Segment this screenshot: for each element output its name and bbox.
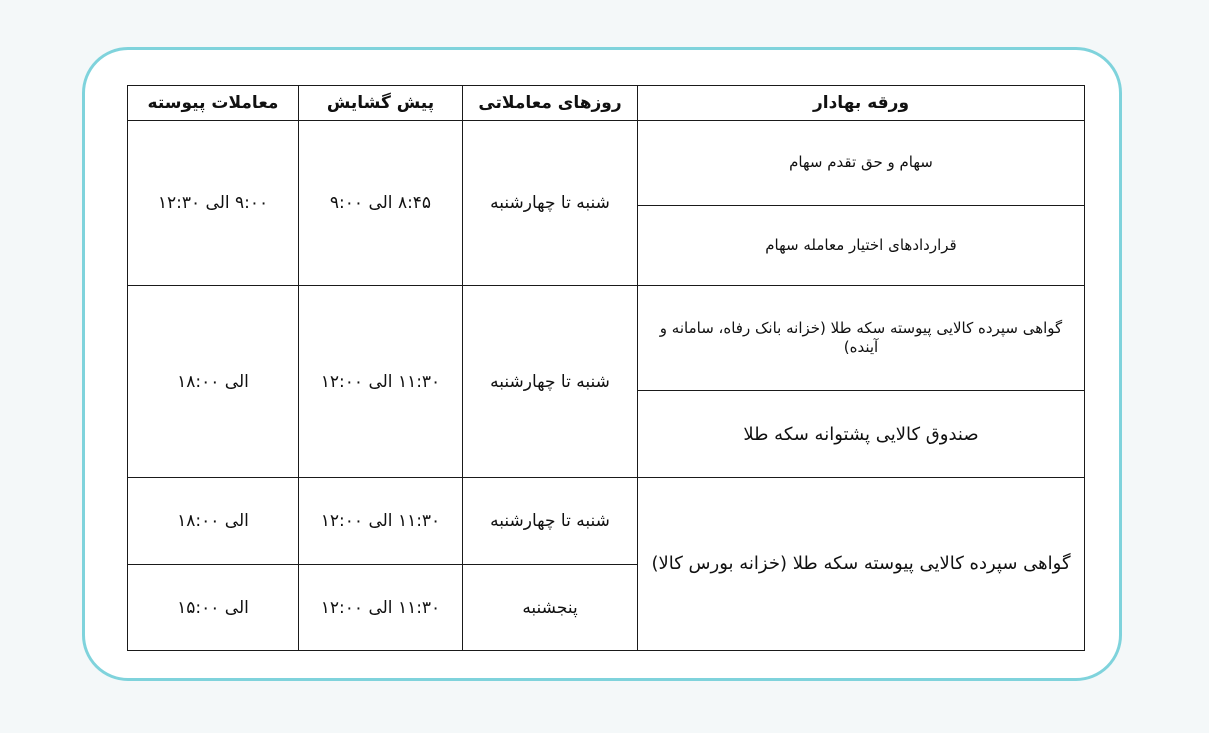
pre-opening-cell: ۱۱:۳۰ الی ۱۲:۰۰	[299, 286, 463, 478]
trading-days-cell: پنجشنبه	[463, 565, 638, 651]
continuous-cell: الی ۱۵:۰۰	[128, 565, 299, 651]
header-trading-days: روزهای معاملاتی	[463, 86, 638, 121]
header-row	[128, 86, 1085, 121]
header-security: ورقه بهادار	[638, 86, 1085, 121]
header-pre-opening: پیش گشایش	[299, 86, 463, 121]
header-continuous: معاملات پیوسته	[128, 86, 299, 121]
security-cell: صندوق کالایی پشتوانه سکه طلا	[638, 391, 1085, 478]
trading-days-cell: شنبه تا چهارشنبه	[463, 478, 638, 565]
security-cell: گواهی سپرده کالایی پیوسته سکه طلا (خزانه بانک رفاه، سامانه و آینده)	[638, 286, 1085, 391]
continuous-cell: الی ۱۸:۰۰	[128, 286, 299, 478]
trading-days-cell: شنبه تا چهارشنبه	[463, 121, 638, 286]
table-row	[128, 121, 1085, 206]
continuous-cell: ۹:۰۰ الی ۱۲:۳۰	[128, 121, 299, 286]
trading-hours-table	[127, 85, 1085, 651]
trading-days-cell: شنبه تا چهارشنبه	[463, 286, 638, 478]
security-cell: سهام و حق تقدم سهام	[638, 121, 1085, 206]
pre-opening-cell: ۸:۴۵ الی ۹:۰۰	[299, 121, 463, 286]
security-cell: قراردادهای اختیار معامله سهام	[638, 206, 1085, 286]
table-row	[128, 478, 1085, 565]
pre-opening-cell: ۱۱:۳۰ الی ۱۲:۰۰	[299, 478, 463, 565]
pre-opening-cell: ۱۱:۳۰ الی ۱۲:۰۰	[299, 565, 463, 651]
continuous-cell: الی ۱۸:۰۰	[128, 478, 299, 565]
security-cell: گواهی سپرده کالایی پیوسته سکه طلا (خزانه بورس کالا)	[638, 478, 1085, 651]
table-row	[128, 286, 1085, 391]
